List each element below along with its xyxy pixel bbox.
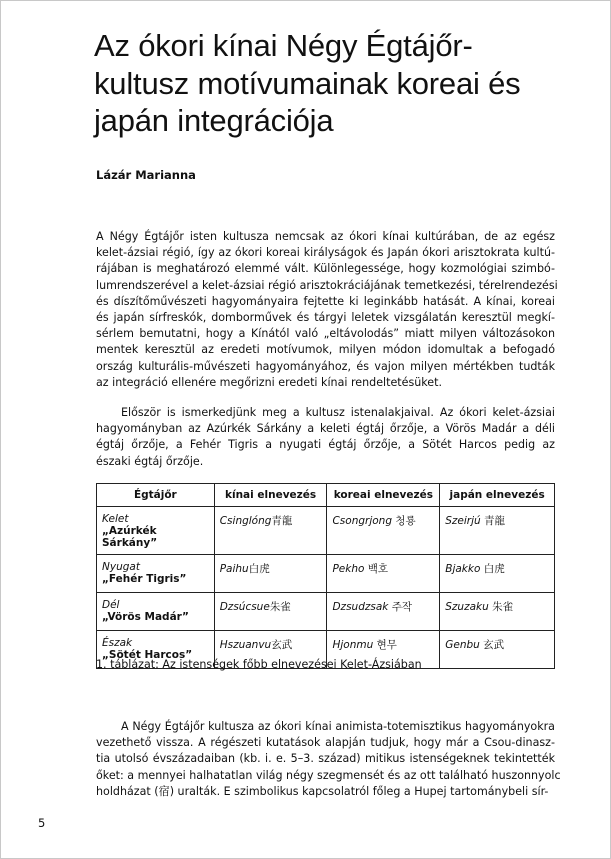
native-script: 青龍	[484, 515, 506, 527]
native-script: 현무	[376, 639, 397, 651]
column-header: kínai elnevezés	[214, 484, 327, 507]
paragraph-origins	[96, 719, 561, 800]
guardian-cell	[97, 593, 215, 631]
native-script: 朱雀	[492, 601, 514, 613]
text-line: lumrendszerével a kelet-ázsiai régió arisztokráciájának temetkezési, térelrendezési	[96, 278, 558, 292]
romanized-name: Dzsudzsak	[332, 601, 389, 613]
paragraph-intro	[96, 229, 558, 391]
text-line: mentek keresztül az eredeti motívumok, milyen módon idomultak a befogadó	[96, 343, 555, 357]
romanized-name: Genbu	[445, 639, 480, 651]
direction-label: Dél	[102, 599, 120, 611]
romanized-name: Csinglóng	[219, 515, 272, 527]
native-script: 朱雀	[269, 601, 291, 613]
romanized-name: Szuzaku	[445, 601, 489, 613]
table-caption: 1. táblázat: Az istenségek főbb elnevezései Kelet-Ázsiában	[96, 658, 422, 671]
native-script: 青龍	[271, 515, 293, 527]
japanese-name-cell	[440, 507, 555, 555]
author-name: Lázár Marianna	[96, 168, 196, 182]
text-line: őket: a mennyei halhatatlan világ négy szegmensét és az ott található huszonnyolc	[96, 768, 561, 782]
article-title	[94, 27, 564, 140]
table-row	[97, 555, 555, 593]
text-line: északi égtáj őrzője.	[96, 454, 204, 468]
guardian-name: „Fehér Tigris”	[102, 573, 187, 585]
column-header: japán elnevezés	[440, 484, 555, 507]
text-line: az integráció ellenére megőrizni eredeti kínai rendeltetésüket.	[96, 375, 442, 389]
romanized-name: Paihu	[219, 563, 249, 575]
title-line: kultusz motívumainak koreai és	[94, 65, 521, 101]
column-header: Égtájőr	[97, 484, 215, 507]
text-line: tia utolsó évszázadaiban (kb. i. e. 5–3. század) mitikus istenségeknek tekintették	[96, 752, 555, 766]
paragraph-deities	[96, 405, 555, 470]
korean-name-cell	[327, 507, 440, 555]
text-line: sérlem bemutatni, hogy a Kínától való „eltávolodás” miatt milyen változásokon	[96, 327, 555, 341]
guardian-name: „Azúrkék Sárkány”	[102, 525, 158, 549]
text-line: hagyományban az Azúrkék Sárkány a keleti égtáj őrzője, a Vörös Madár a déli	[96, 422, 555, 436]
romanized-name: Bjakko	[445, 563, 481, 575]
native-script: 주작	[391, 601, 412, 613]
table-row	[97, 593, 555, 631]
text-line: ország kulturális-művészeti hagyományához, és vajon milyen mértékben tudták	[96, 359, 555, 373]
guardian-cell	[97, 507, 215, 555]
text-line: vezethető vissza. A régészeti kutatások alapján tudjuk, hogy már a Csou-dinasz-	[96, 736, 555, 750]
title-line: Az ókori kínai Négy Égtájőr-	[94, 28, 473, 63]
text-line: holdházat (宿) uralták. E szimbolikus kapcsolatról főleg a Hupej tartománybeli sír-	[96, 784, 549, 798]
text-line: kelet-ázsiai régió, így az ókori koreai királyságok és Japán ókori arisztokrata kultú-	[96, 246, 555, 260]
romanized-name: Dzsúcsue	[219, 601, 270, 613]
column-header: koreai elnevezés	[327, 484, 440, 507]
romanized-name: Pekho	[332, 563, 365, 575]
romanized-name: Szeirjú	[445, 515, 481, 527]
chinese-name-cell	[214, 555, 327, 593]
text-line: A Négy Égtájőr isten kultusza nemcsak az ókori kínai kultúrában, de az egész	[96, 230, 555, 243]
native-script: 玄武	[483, 639, 505, 651]
deity-names-table	[96, 483, 555, 669]
text-line: rájában is meghatározó elemmé vált. Különlegessége, hogy kozmológiai szimbó-	[96, 262, 555, 276]
chinese-name-cell	[214, 507, 327, 555]
korean-name-cell	[327, 555, 440, 593]
text-line: Először is ismerkedjünk meg a kultusz istenalakjaival. Az ókori kelet-ázsiai	[121, 406, 555, 419]
romanized-name: Hjonmu	[332, 639, 374, 651]
page-number: 5	[38, 816, 46, 830]
title-line: japán integrációja	[94, 103, 334, 138]
direction-label: Észak	[102, 637, 133, 649]
native-script: 玄武	[271, 639, 293, 651]
table-row	[97, 507, 555, 555]
guardian-cell	[97, 555, 215, 593]
text-line: A Négy Égtájőr kultusza az ókori kínai animista-totemisztikus hagyományokra	[121, 720, 555, 733]
direction-label: Kelet	[102, 513, 129, 525]
korean-name-cell	[327, 593, 440, 631]
native-script: 白虎	[248, 563, 270, 575]
japanese-name-cell	[440, 593, 555, 631]
direction-label: Nyugat	[102, 561, 140, 573]
japanese-name-cell	[440, 555, 555, 593]
text-line: égtáj őrzője, a Fehér Tigris a nyugati égtáj őrzője, a Sötét Harcos pedig az	[96, 438, 555, 452]
japanese-name-cell	[440, 631, 555, 669]
native-script: 白虎	[483, 563, 505, 575]
table-header-row	[97, 484, 555, 507]
table-body	[97, 507, 555, 669]
text-line: és japán sírfreskók, domborművek és tárgyi leletek vizsgálatán keresztül megkí-	[96, 311, 555, 325]
text-line: és díszítőművészeti hagyományaira fejtette ki leginkább hatását. A kínai, koreai	[96, 294, 555, 308]
guardian-name: „Vörös Madár”	[102, 611, 189, 623]
native-script: 백호	[367, 563, 389, 575]
guardian-name: „Sötét Harcos”	[102, 649, 193, 661]
chinese-name-cell	[214, 593, 327, 631]
romanized-name: Csongrjong	[332, 515, 392, 527]
romanized-name: Hszuanvu	[219, 639, 272, 651]
native-script: 청룡	[395, 515, 416, 527]
